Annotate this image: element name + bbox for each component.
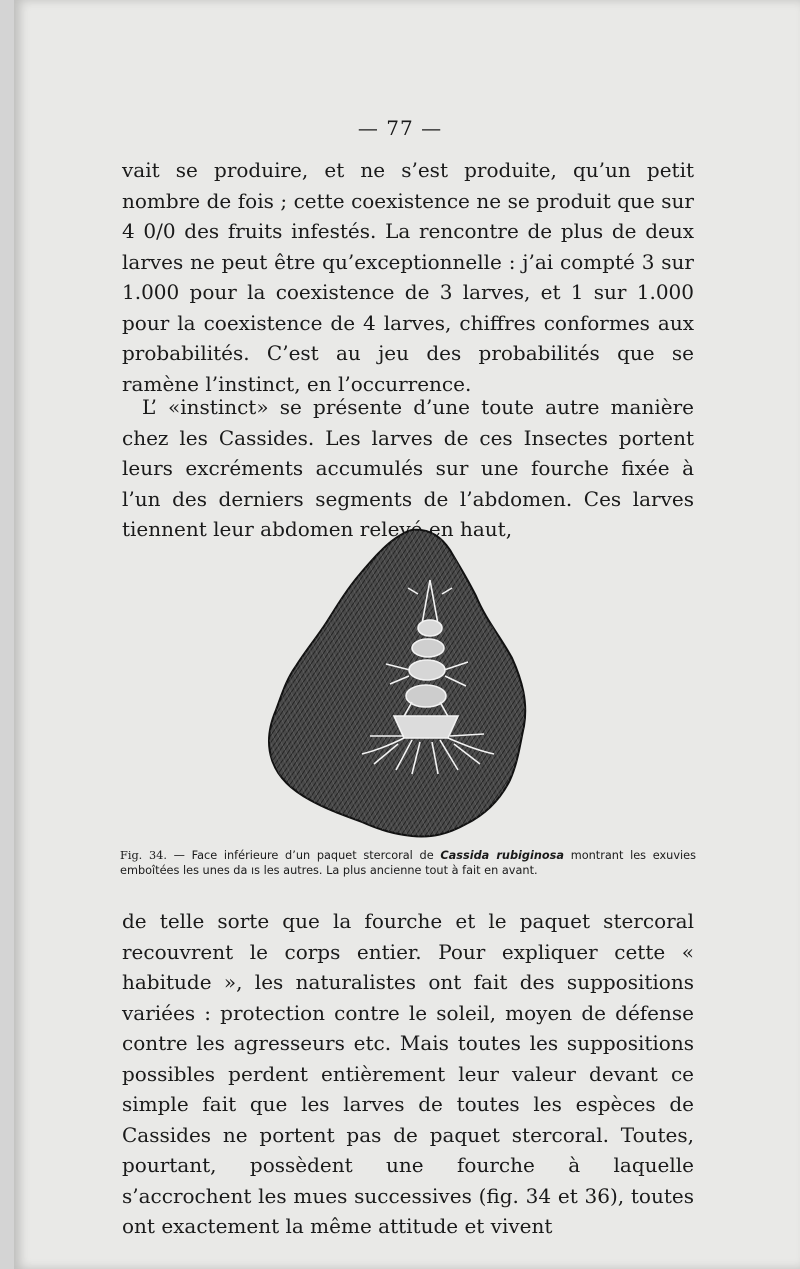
figure-caption [120,848,696,878]
paragraph-1-text: vait se produire, et ne s’est produite, qu’un petit nombre de fois ; cette coexistence ne se produit que sur 4 0/0 des fruits infestés. La rencontre de plus de deux larves ne peut être qu’exceptionnelle : j’ai compté 3 sur 1.000 pour la coexistence de 3 larves, et 1 sur 1.000 pour la coexistence de 4 larves, chiffres conformes aux probabilités. C’est au jeu des probabilités que se ramène l’instinct, en l’occurrence. [122,158,694,396]
figure-caption-species: Cassida rubiginosa [440,849,565,862]
paragraph-3 [122,906,694,1242]
paragraph-2-text: L’ «instinct» se présente d’une toute autre manière chez les Cassides. Les larves de ces Insectes portent leurs excréments accumulés sur une fourche fixée à l’un des derniers segments de l’abdomen. Ces larves tiennent leur abdomen relevé en haut, [122,395,694,541]
page-number: — 77 — [357,116,443,140]
paragraph-3-text: de telle sorte que la fourche et le paquet stercoral recouvrent le corps entier. Pour expliquer cette « habitude », les naturalistes ont fait des suppositions variées : protection contre le soleil, moyen de défense contre les agresseurs etc. Mais toutes les suppositions possibles perdent entièrement leur valeur devant ce simple fait que les larves de toutes les espèces de Cassides ne portent pas de paquet stercoral. Toutes, pourtant, possèdent une fourche à laquelle s’accrochent les mues successives (fig. 34 et 36), toutes ont exactement la même attitude et vivent [122,909,694,1238]
paragraph-2 [122,392,694,545]
paragraph-1 [122,155,694,399]
figure-caption-label: Fig. 34. [120,849,167,862]
figure-caption-text-after: montrant les exuvies emboîtées les unes da ıs les autres. La plus ancienne tout à fait en avant. [120,849,697,877]
figure-caption-text-before: — Face inférieure d’un paquet stercoral de [166,849,441,862]
figure-stercoral-packet [262,524,532,840]
